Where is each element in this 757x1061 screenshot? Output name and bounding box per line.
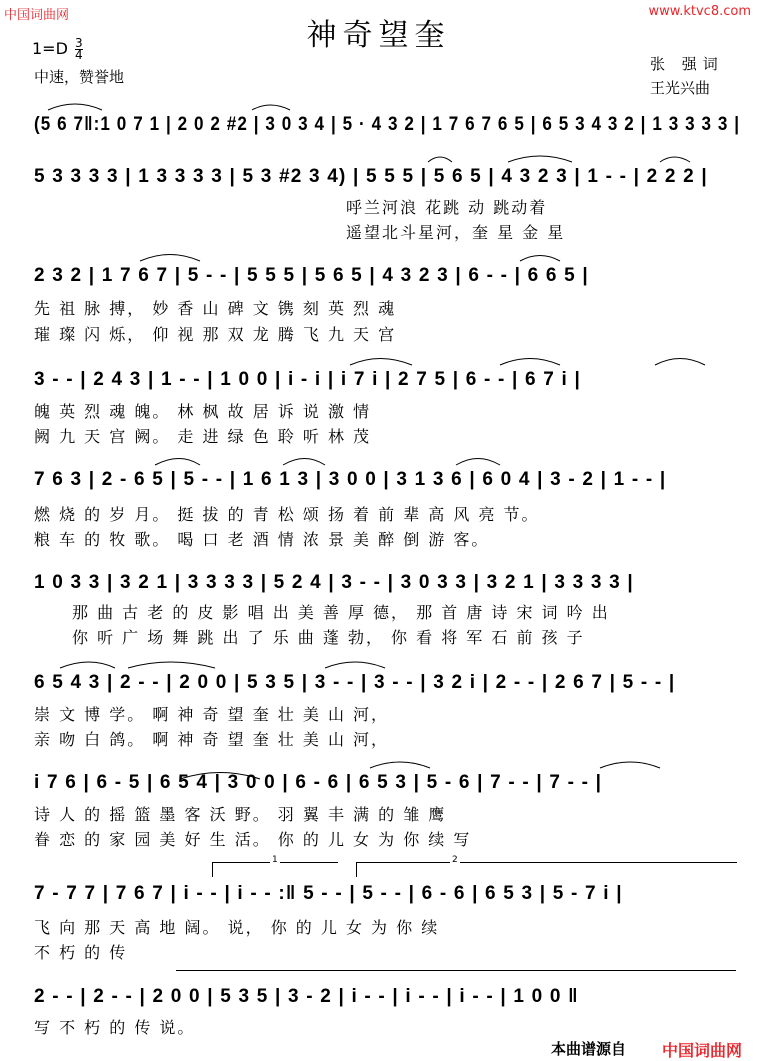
- lyrics-system-8-verse-2: 眷 恋 的 家 园 美 好 生 活。 你 的 儿 女 为 你 续 写: [34, 830, 472, 849]
- score-system-3: 2 3 2 | 1 7 6 7 | 5 - - | 5 5 5 | 5 6 5 | 4 3 2 3 | 6 - - | 6 6 5 |: [34, 265, 589, 286]
- lyrics-system-7-verse-2: 亲 吻 白 鸽。 啊 神 奇 望 奎 壮 美 山 河，: [34, 730, 390, 749]
- slur-mark: [252, 105, 290, 110]
- slur-mark: [500, 359, 560, 366]
- lyrics-system-2-verse-1: 呼兰河浪 花跳 动 跳动着: [346, 198, 548, 217]
- volta-2-number: 2: [452, 855, 458, 865]
- score-system-10: 2 - - | 2 - - | 2 0 0 | 5 3 5 | 3 - 2 | i - - | i - - | i - - | 1 0 0 ‖: [34, 986, 579, 1007]
- lyrics-system-5-verse-1: 燃 烧 的 岁 月。 挺 拔 的 青 松 颂 扬 着 前 辈 高 风 亮 节。: [34, 505, 540, 524]
- score-system-4: 3 - - | 2 4 3 | 1 - - | 1 0 0 | i - i | i 7 i | 2 7 5 | 6 - - | 6 7 i |: [34, 369, 581, 390]
- slur-mark: [428, 157, 452, 162]
- slur-mark: [325, 662, 385, 668]
- lyrics-system-5-verse-2: 粮 车 的 牧 歌。 喝 口 老 酒 情 浓 景 美 醉 倒 游 客。: [34, 530, 490, 549]
- slur-mark: [155, 459, 200, 466]
- lyrics-system-8-verse-1: 诗 人 的 摇 篮 墨 客 沃 野。 羽 翼 丰 满 的 雏 鹰: [34, 805, 447, 824]
- slur-mark: [48, 104, 102, 110]
- slur-mark: [140, 255, 200, 262]
- watermark-bottom-site: 中国词曲网: [662, 1041, 743, 1060]
- watermark-top-right: www.ktvc8.com: [648, 4, 751, 19]
- lyrics-system-4-verse-1: 魄 英 烈 魂 魄。 林 枫 故 居 诉 说 激 情: [34, 402, 372, 421]
- song-title: 神奇望奎: [306, 18, 451, 53]
- tempo-marking: 中速，赞誉地: [34, 68, 125, 86]
- slur-mark: [600, 762, 660, 768]
- slur-mark: [520, 256, 560, 262]
- volta-1-number: 1: [272, 855, 278, 865]
- time-numerator: 3: [75, 36, 83, 50]
- lyrics-system-9-verse-2: 不 朽 的 传: [34, 943, 128, 962]
- score-system-2: 5 3 3 3 3 | 1 3 3 3 3 | 5 3 #2 3 4) | 5 5 5 | 5 6 5 | 4 3 2 3 | 1 - - | 2 2 2 |: [34, 166, 708, 187]
- slur-mark: [660, 157, 690, 162]
- slur-mark: [655, 359, 705, 366]
- slur-mark: [60, 662, 115, 668]
- slur-mark: [370, 762, 430, 768]
- lyrics-system-9-verse-1: 飞 向 那 天 高 地 阔。 说， 你 的 儿 女 为 你 续: [34, 918, 440, 937]
- score-system-9: 7 - 7 7 | 7 6 7 | i - - | i - - :‖ 5 - - | 5 - - | 6 - 6 | 6 5 3 | 5 - 7 i |: [34, 883, 623, 904]
- score-system-5: 7 6 3 | 2 - 6 5 | 5 - - | 1 6 1 3 | 3 0 0 | 3 1 3 6 | 6 0 4 | 3 - 2 | 1 - - |: [34, 469, 667, 490]
- lyrics-system-6-verse-1: 那 曲 古 老 的 皮 影 唱 出 美 善 厚 德， 那 首 唐 诗 宋 词 吟 出: [72, 603, 610, 622]
- score-system-1: (5 6 7‖:1 0 7 1 | 2 0 2 #2 | 3 0 3 4 | 5 · 4 3 2 | 1 7 6 7 6 5 | 6 5 3 4 3 2 | 1 3 3 3 3 |: [34, 114, 741, 135]
- lyrics-system-6-verse-2: 你 听 广 场 舞 跳 出 了 乐 曲 蓬 勃， 你 看 将 军 石 前 孩 子: [72, 628, 585, 647]
- score-system-8: i 7 6 | 6 - 5 | 6 5 4 | 3 0 0 | 6 - 6 | 6 5 3 | 5 - 6 | 7 - - | 7 - - |: [34, 772, 603, 793]
- watermark-bottom-label: 本曲谱源自: [551, 1040, 627, 1058]
- lyrics-system-10: 写 不 朽 的 传 说。: [34, 1018, 196, 1037]
- lyrics-system-4-verse-2: 阙 九 天 宫 阙。 走 进 绿 色 聆 听 林 茂: [34, 427, 372, 446]
- slur-mark: [180, 773, 260, 780]
- slur-mark: [350, 359, 412, 366]
- time-denominator: 4: [75, 48, 83, 62]
- composer-credit: 王光兴曲: [650, 79, 711, 97]
- lyricist-credit: 张 强词: [650, 55, 724, 73]
- slur-mark: [283, 459, 325, 466]
- slur-mark: [128, 662, 215, 668]
- lyrics-system-7-verse-1: 崇 文 博 学。 啊 神 奇 望 奎 壮 美 山 河，: [34, 705, 390, 724]
- score-system-6: 1 0 3 3 | 3 2 1 | 3 3 3 3 | 5 2 4 | 3 - - | 3 0 3 3 | 3 2 1 | 3 3 3 3 |: [34, 572, 634, 593]
- score-system-7: 6 5 4 3 | 2 - - | 2 0 0 | 5 3 5 | 3 - - | 3 - - | 3 2 i | 2 - - | 2 6 7 | 5 - - |: [34, 672, 676, 693]
- lyrics-system-3-verse-1: 先 祖 脉 搏， 妙 香 山 碑 文 镌 刻 英 烈 魂: [34, 299, 397, 318]
- slur-mark: [456, 459, 500, 466]
- watermark-top-left: 中国词曲网: [4, 8, 70, 23]
- lyrics-system-3-verse-2: 璀 璨 闪 烁， 仰 视 那 双 龙 腾 飞 九 天 宫: [34, 325, 397, 344]
- slur-mark: [508, 156, 572, 162]
- lyrics-system-2-verse-2: 遥望北斗星河，奎 星 金 星: [346, 223, 566, 242]
- key-label: 1=D: [32, 39, 68, 58]
